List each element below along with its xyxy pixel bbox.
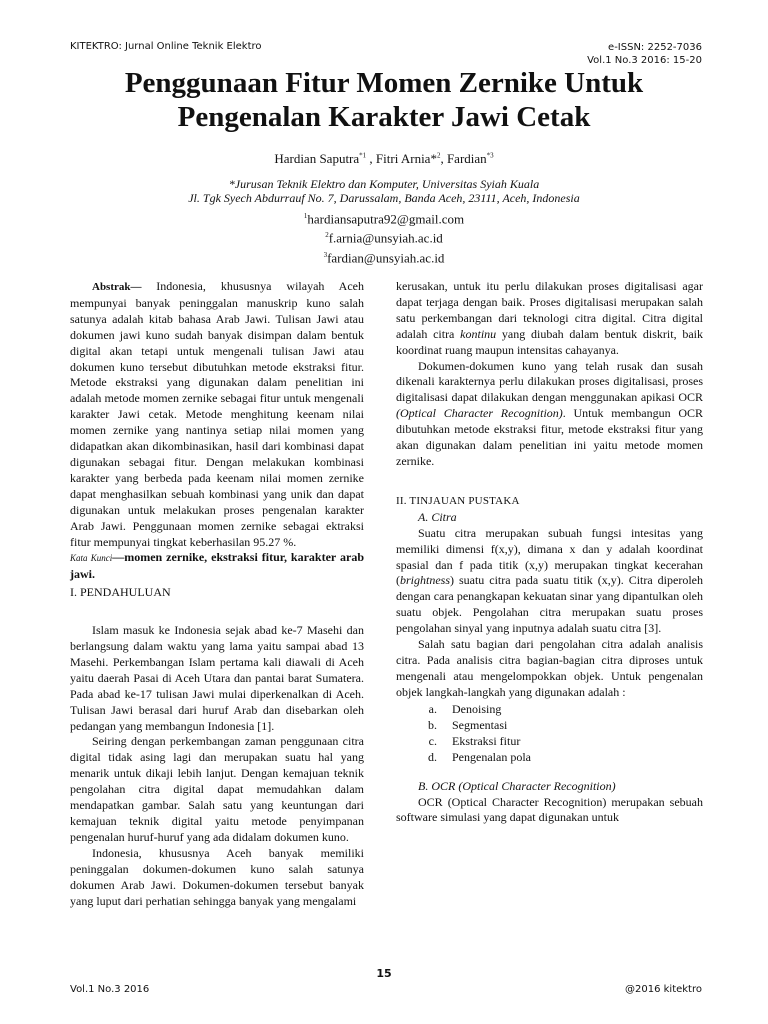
email-1 [0, 208, 768, 227]
citra-paragraph-2: Salah satu bagian dari pengolahan citra adalah analisis citra. Pada analisis citra bagian-bagian citra diproses untuk mengenali atau mengelompokkan objek. Untuk pengenalan objek langkah-langkah yang digunakan adalah : [396, 637, 703, 699]
subsection-b-heading: B. OCR (Optical Character Recognition) [418, 778, 616, 793]
list-item: d. Pengenalan pola [440, 749, 703, 765]
keywords [70, 550, 364, 583]
ocr-paragraph-1: OCR (Optical Character Recognition) merupakan sebuah software simulasi yang dapat digunakan untuk [396, 794, 703, 825]
analysis-steps-list [396, 701, 703, 765]
email-3 [0, 247, 768, 266]
affiliation-line-1: *Jurusan Teknik Elektro dan Komputer, Universitas Syiah Kuala [228, 177, 540, 191]
author-list [0, 151, 768, 167]
abstract-label: Abstrak [92, 281, 131, 293]
list-item: a. Denoising [440, 701, 703, 717]
abstract-text: Indonesia, khususnya wilayah Aceh mempunyai banyak peninggalan manuskrip kuno salah satunya adalah kitab bahasa Arab Jawi. Tulisan Jawi atau dokumen jawi kuno sudah banyak disimpan dalam bentuk digital akan tetapi untuk mengenali tulisan Jawi atau dokumen kuno tersebut dibutuhkan metode ekstraksi fitur. Metode ekstraksi yang digunakan dalam penelitian ini adalah metode momen zernike sebagai fitur untuk mengenali karakter Jawi cetak. Metode menghitung keenam nilai momen zernike yang nantinya setiap nilai momen yang didapatkan akan dikombinasikan, hasil dari kombinasi dapat digunakan sebagai fitur. Dengan melakukan kombinasi karakter yang berbeda pada keenam nilai momen zernike dapat menghasilkan sebuah kombinasi yang unik dan dapat digunakan untuk melakukan proses pengenalan karakter Arab Jawi. Penggunaan momen zernike sebagai ektraksi fitur mempunyai tingkat keberhasilan 95.27 %. [70, 279, 365, 549]
intro-paragraph-3: Indonesia, khususnya Aceh banyak memiliki peninggalan dokumen-dokumen kuno salah satunya dokumen Arab Jawi. Dokumen-dokumen tersebut banyak yang luput dari perhatian sehingga banyak yang mengalami [70, 845, 364, 908]
intro-p5-end: . Untuk membangun OCR dibutuhkan metode ekstraksi fitur, metode ekstraksi fitur yang akan digunakan dalam penelitian ini yaitu metode momen zernike. [396, 406, 703, 468]
title-line-2: Pengenalan Karakter Jawi Cetak [177, 101, 591, 133]
intro-p5-italic: (Optical Character Recognition) [396, 406, 563, 421]
email-3-address: fardian@unsyiah.ac.id [327, 249, 445, 265]
affiliation [0, 177, 768, 205]
author-1-mark: *1 [359, 151, 367, 160]
footer-volume: Vol.1 No.3 2016 [70, 984, 150, 995]
author-emails [0, 208, 768, 266]
keywords-dash: — [112, 550, 125, 565]
citra-p1-italic: brightness [400, 573, 451, 588]
email-2-address: f.arnia@unsyiah.ac.id [328, 230, 443, 246]
intro-paragraph-4 [396, 279, 703, 359]
abstract [70, 279, 364, 550]
left-column [70, 279, 364, 909]
email-3-mark: 3 [323, 250, 328, 259]
author-2: Fitri Arnia* [375, 151, 437, 166]
title-line-1: Penggunaan Fitur Momen Zernike Untuk [124, 67, 644, 99]
citra-paragraph-1 [396, 526, 703, 637]
citra-p1-start: Suatu citra merupakan subuah fungsi intesitas yang memiliki dimensi f(x,y), dimana x dan y adalah koordinat spasial dan f pada titik (x,y) merupakan tingkat kecerahan ( [396, 525, 703, 588]
intro-p4-start: kerusakan, untuk itu perlu dilakukan proses digitalisasi agar dapat terjaga dengan baik. Proses digitalisasi merupakan salah satu perkembangan dari teknologi citra digital. Citra digital adalah citra [396, 279, 703, 341]
intro-p4-italic: kontinu [460, 326, 497, 341]
list-item: c. Ekstraksi fitur [440, 733, 703, 749]
page-number: 15 [376, 967, 392, 980]
issn-text: e-ISSN: 2252-7036 [608, 42, 702, 53]
author-3-mark: *3 [486, 151, 494, 160]
author-separator: , [440, 151, 447, 166]
affiliation-line-2: Jl. Tgk Syech Abdurrauf No. 7, Darussalam, Banda Aceh, 23111, Aceh, Indonesia [188, 191, 580, 205]
section-1-heading: I. PENDAHULUAN [70, 585, 171, 600]
volume-text: Vol.1 No.3 2016: 15-20 [587, 55, 702, 66]
keywords-label: Kata Kunci [70, 553, 113, 564]
author-2-mark: 2 [436, 151, 441, 160]
paper-title [40, 66, 728, 134]
email-2-mark: 2 [325, 231, 329, 240]
intro-p5-start: Dokumen-dokumen kuno yang telah rusak dan susah dikenali karakternya perlu dilakukan proses digitalisasi, proses digitalisasi dapat dilakukan dengan menggunakan apikasi OCR [396, 358, 703, 405]
intro-paragraph-2: Seiring dengan perkembangan zaman penggunaan citra digital tidak asing lagi dan merupakan suatu hal yang menarik untuk dikaji lebih lanjut. Dengan kemajuan teknik pengolahan citra digital dapat memudahkan dalam mendapatkan gambar. Salah satu yang keuntungan dari kemajuan teknik digital yaitu metode penyimpanan pengenalan huruf-huruf yang ada didalam dokumen kuno. [70, 734, 364, 844]
list-item: b. Segmentasi [440, 717, 703, 733]
email-2 [0, 227, 768, 246]
abstract-dash: — [130, 281, 157, 293]
running-header-journal: KITEKTRO: Jurnal Online Teknik Elektro [70, 41, 262, 52]
intro-paragraph-1: Islam masuk ke Indonesia sejak abad ke-7 Masehi dan berlangsung dalam waktu yang lama yaitu sampai abad 13 Masehi. Perkembangan Islam pertama kali diawali di Aceh yaitu daerah Pasai di Aceh Utara dan pantai barat Sumatera. Pada abad ke-17 tulisan Jawi mulai diperkenalkan di Aceh. Tulisan Jawi berasal dari huruf Arab dan disebarkan oleh pedangan yang membangun Indonesia [1]. [70, 623, 364, 733]
subsection-a-heading: A. Citra [418, 509, 457, 524]
author-3: Fardian [446, 151, 487, 166]
keywords-text: momen zernike, ekstraksi fitur, karakter arab jawi. [70, 550, 364, 582]
citra-p1-end: ) suatu citra pada suatu titik (x,y). Citra diperoleh dengan cara penangkapan kekuatan sinar yang dipantulkan oleh suatu objek. Pengolahan citra merupakan suatu proses pengolahan sinyal yang inputnya adalah suatu citra [3]. [396, 573, 703, 636]
email-1-address: hardiansaputra92@gmail.com [307, 211, 465, 227]
intro-paragraph-5 [396, 359, 703, 470]
footer-copyright: @2016 kitektro [625, 984, 702, 995]
right-column [396, 279, 703, 826]
email-1-mark: 1 [303, 212, 308, 220]
author-1: Hardian Saputra [274, 151, 360, 166]
running-header-issn [587, 41, 702, 67]
section-2-heading: II. TINJAUAN PUSTAKA [396, 494, 520, 507]
intro-p4-end: yang diubah dalam bentuk diskrit, baik koordinat ruang maupun intensitas cahayanya. [396, 326, 703, 357]
author-separator: , [366, 151, 376, 166]
